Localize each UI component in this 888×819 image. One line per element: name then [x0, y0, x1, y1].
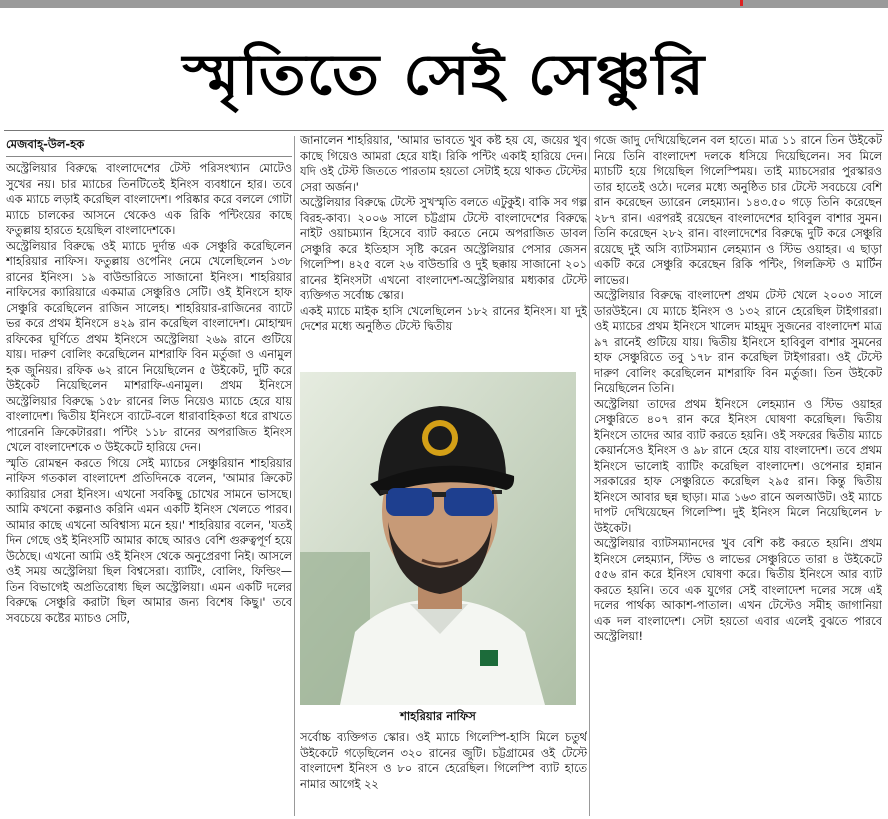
article-column-3 — [594, 133, 882, 819]
byline-rule — [6, 156, 292, 157]
paragraph: অস্ট্রেলিয়ার বিরুদ্ধে ওই ম্যাচে দুর্দান্ত এক সেঞ্চুরি করেছিলেন শাহরিয়ার নাফিস। ফতুল্লায় ওপেনিং নেমে খেলেছিলেন ১৩৮ রানের ইনিংস। ১৯ বাউন্ডারিতে সাজানো ইনিংস। শাহরিয়ার নাফিসের ক্যারিয়ারে একমাত্র সেঞ্চুরিও সেটি। ওই ইনিংসে হাফ সেঞ্চুরি করেছিলেন রাজিন সালেহ। শাহরিয়ার-রাজিনের ব্যাটে ভর করে প্রথম ইনিংসে ৪২৯ রান করেছিল বাংলাদেশ। মোহাম্মদ রফিকের ঘূর্ণিতে প্রথম ইনিংসে অস্ট্রেলিয়া ২৬৯ রানে গুটিয়ে যায়। দারুণ বোলিং করেছিলেন মাশরাফি বিন মর্তুজা ও এনামুল হক জুনিয়র। রফিক ৬২ রানে নিয়েছিলেন ৫ উইকেট, দুটি করে উইকেট নিয়েছিলেন মাশরাফি-এনামুল। প্রথম ইনিংসে অস্ট্রেলিয়ার বিরুদ্ধে ১৫৮ রানের লিড নিয়েও ম্যাচে হেরে যায় বাংলাদেশ। দ্বিতীয় ইনিংসে ব্যাটে-বলে ধারাবাহিকতা ধরে রাখতে পারেননি ক্রিকেটাররা। পন্টিং ১১৮ রানের অপরাজিত ইনিংস খেলে বাংলাদেশকে ৩ উইকেটে হারিয়ে দেন। — [6, 239, 292, 454]
paragraph: অস্ট্রেলিয়ার বিরুদ্ধে বাংলাদেশের টেস্ট পরিসংখ্যান মোটেও সুখের নয়। চার ম্যাচের তিনটিতেই ইনিংস ব্যবধানে হার। তবে এক ম্যাচে লড়াই করেছিল বাংলাদেশ। পরিষ্কার করে বললে গোটা ম্যাচে চালকের আসনে থেকেও এক রিকি পন্টিংয়ের কাছে ফতুল্লায় হারতে হয়েছিল বাংলাদেশকে। — [6, 162, 292, 237]
paragraph: অস্ট্রেলিয়ার বিরুদ্ধে বাংলাদেশ প্রথম টেস্ট খেলে ২০০৩ সালে ডারউইনে। যে ম্যাচে ইনিংস ও ১৩২ রানে হেরেছিল টাইগাররা। ওই ম্যাচের প্রথম ইনিংসে খালেদ মাহমুদ সুজনের বাংলাদেশ মাত্র ৯৭ রানেই গুটিয়ে যায়। দ্বিতীয় ইনিংসে হাবিবুল বাশার সুমনের হাফ সেঞ্চুরিতে তবু ১৭৮ রান করেছিল টাইগাররা। ওই টেস্টে দারুণ বোলিং করেছিলেন মাশরাফি বিন মর্তুজা। তিন উইকেট নিয়েছিলেন তিনি। — [594, 289, 882, 395]
article-column-1 — [6, 133, 292, 819]
paragraph: একই ম্যাচে মাইক হাসি খেলেছিলেন ১৮২ রানের ইনিংস। যা দুই দেশের মধ্যে অনুষ্ঠিত টেস্টে দ্বিতীয় — [300, 304, 587, 333]
accent-mark — [740, 0, 743, 6]
player-photo — [300, 372, 576, 705]
byline: মেজবাহ্‌-উল-হক — [6, 137, 85, 151]
column-divider — [294, 136, 295, 816]
player-photo-illustration — [300, 372, 576, 705]
headline: স্মৃতিতে সেই সেঞ্চুরি — [182, 43, 706, 108]
paragraph: জানালেন শাহরিয়ার, 'আমার ভাবতে খুব কষ্ট হয় যে, জয়ের খুব কাছে গিয়েও আমরা হেরে যাই। রিকি পন্টিং একাই হারিয়ে দেন। যদি ওই টেস্ট জিততে পারতাম হয়তো সেটাই হয়ে থাকত টেস্টের সেরা অর্জন।' — [300, 134, 587, 194]
paragraph: স্মৃতি রোমন্থন করতে গিয়ে সেই ম্যাচের সেঞ্চুরিয়ান শাহরিয়ার নাফিস গতকাল বাংলাদেশ প্রতিদিনকে বলেন, 'আমার ক্রিকেট ক্যারিয়ার সেরা ইনিংস। এখনো সবকিছু চোখের সামনে ভাসছে। আমি কখনো কল্পনাও করিনি এমন একটি ইনিংস খেলতে পারব। আমার কাছে এখনো অবিশ্বাস্য মনে হয়।' শাহরিয়ার বলেন, 'যতই দিন গেছে ওই ইনিংসটি আমার কাছে আরও বেশি গুরুত্বপূর্ণ হয়ে উঠেছে। এখনো আমি ওই ইনিংস থেকে অনুপ্রেরণা নিই। আসলে ওই সময় অস্ট্রেলিয়া ছিল বিশ্বসেরা। ব্যাটিং, বোলিং, ফিল্ডিং— তিন বিভাগেই অপ্রতিরোধ্য ছিল অস্ট্রেলিয়া। এমন একটি দলের বিরুদ্ধে সেঞ্চুরি করাটা ছিল আমার জন্য বিশেষ কিছু।' তবে সবচেয়ে কষ্টের ম্যাচও সেটি, — [6, 456, 292, 625]
column-2-lower — [300, 730, 587, 792]
headline-rule — [4, 130, 884, 131]
paragraph: অস্ট্রেলিয়া তাদের প্রথম ইনিংসে লেহম্যান ও স্টিভ ওয়াহর সেঞ্চুরিতে ৪০৭ রান করে ইনিংস ঘোষণা করেছিল। দ্বিতীয় ইনিংসে তাদের আর ব্যাট করতে হয়নি। ওই সফরের দ্বিতীয় ম্যাচে কেয়ার্নসেও ইনিংস ও ৯৮ রানে হেরে যায় বাংলাদেশ। তবে প্রথম ইনিংসে ভালোই ব্যাটিং করেছিল বাংলাদেশ। ওপেনার হান্নান সরকারের হাফ সেঞ্চুরিতে করেছিল ২৯৫ রান। কিন্তু দ্বিতীয় ইনিংসে আবার ছন্ন ছাড়া। মাত্র ১৬৩ রানে অলআউট। ওই ম্যাচে দাপট দেখিয়েছেন গিলেস্পি। দুই ইনিংস মিলে নিয়েছিলেন ৮ উইকেট। — [594, 397, 882, 535]
paragraph: অস্ট্রেলিয়ার ব্যাটসম্যানদের খুব বেশি কষ্ট করতে হয়নি। প্রথম ইনিংসে লেহম্যান, স্টিভ ও লাভের সেঞ্চুরিতে তারা ৪ উইকেটে ৫৫৬ রান করে ইনিংস ঘোষণা করে। দ্বিতীয় ইনিংসে আর ব্যাট করতে হয়নি। তবে এক যুগের সেই বাংলাদেশ দলের সঙ্গে এই দলের পার্থক্য আকাশ-পাতাল। এখন টেস্টেও সমীহ জাগানিয়া এক দল বাংলাদেশ। সেটা হয়তো এবার এলেই বুঝতে পারবে অস্ট্রেলিয়া! — [594, 537, 882, 643]
photo-caption: শাহরিয়ার নাফিস — [400, 709, 476, 723]
top-bar — [0, 0, 888, 8]
column-divider — [589, 136, 590, 816]
paragraph: অস্ট্রেলিয়ার বিরুদ্ধে টেস্টে সুখস্মৃতি বলতে এটুকুই। বাকি সব গল্প বিরহ-কাব্য। ২০০৬ সালে চট্টগ্রাম টেস্টে বাংলাদেশের বিরুদ্ধে নাইট ওয়াচম্যান হিসেবে ব্যাট করতে নেমে অপরাজিত ডাবল সেঞ্চুরি করে ইতিহাস সৃষ্টি করেন অস্ট্রেলিয়ার পেসার জেসন গিলেস্পি। ৪২৫ বলে ২৬ বাউন্ডারি ও দুই ছক্কায় সাজানো ২০১ রানের ইনিংসটা এখনো বাংলাদেশ-অস্ট্রেলিয়ার মধ্যকার টেস্টে ব্যক্তিগত সর্বোচ্চ স্কোর। — [300, 196, 587, 302]
paragraph: সর্বোচ্চ ব্যক্তিগত স্কোর। ওই ম্যাচে গিলেস্পি-হাসি মিলে চতুর্থ উইকেটে গড়েছিলেন ৩২০ রানের জুটি। চট্টগ্রামের ওই টেস্টে বাংলাদেশ ইনিংস ও ৮০ রানে হেরেছিল। গিলেস্পি ব্যাট হাতে নামার আগেই ২২ — [300, 731, 587, 791]
paragraph: গজে জাদু দেখিয়েছিলেন বল হাতে। মাত্র ১১ রানে তিন উইকেট নিয়ে তিনি বাংলাদেশ দলকে ধসিয়ে দিয়েছিলেন। সব মিলে ম্যাচটি হয়ে গিয়েছিল গিলেস্পিময়। তাই ম্যাচসেরার পুরস্কারও তার হাতেই ওঠে। দলের মধ্যে অনুষ্ঠিত চার টেস্টে সবচেয়ে বেশি রান করেছেন ড্যারেন লেহম্যান। ১৪৩.৫০ গড়ে তিনি করেছেন ২৮৭ রান। এরপরই রয়েছেন বাংলাদেশের হাবিবুল বাশার সুমন। তিনি করেছেন ২৮২ রান। বাংলাদেশের বিরুদ্ধে দুটি করে সেঞ্চুরি রয়েছে দুই অসি ব্যাটসম্যান লেহম্যান ও স্টিভ ওয়াহর। এ ছাড়া একটি করে সেঞ্চুরি করেছেন রিকি পন্টিং, গিলক্রিস্ট ও মার্টিন লাভের। — [594, 134, 882, 287]
